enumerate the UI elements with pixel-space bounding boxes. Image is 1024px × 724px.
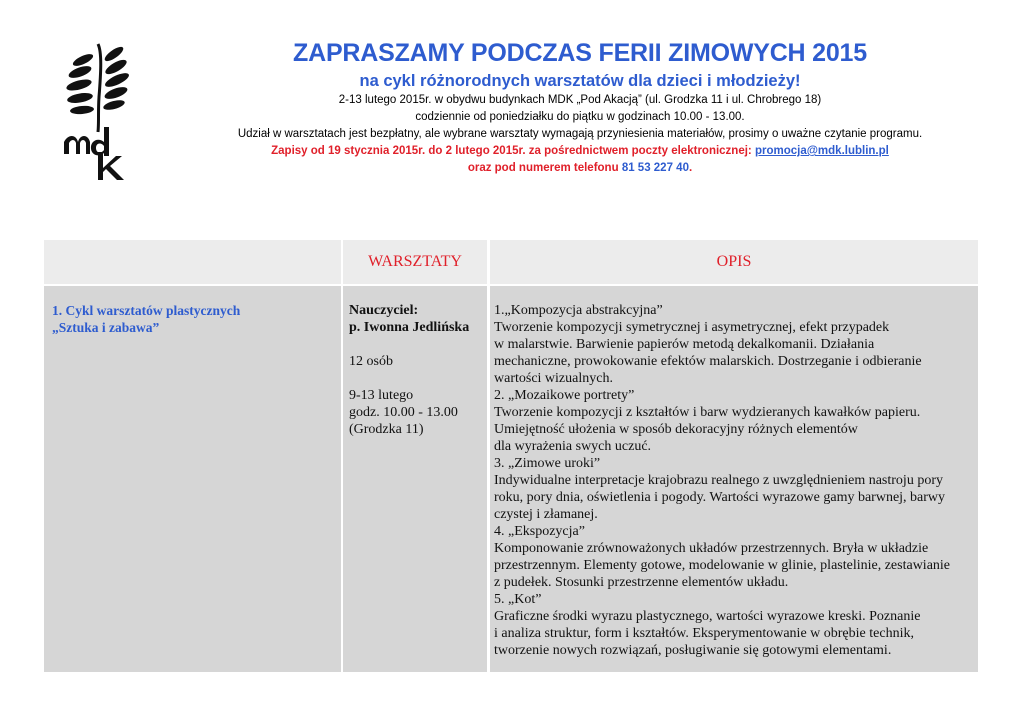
signup-line bbox=[160, 143, 1000, 160]
description-line: Umiejętność ułożenia w sposób dekoracyjny różnych elementów bbox=[494, 422, 858, 437]
description-line: 3. „Zimowe uroki” bbox=[494, 456, 601, 471]
workshop-name bbox=[44, 286, 341, 336]
phone-text: oraz pod numerem telefonu bbox=[467, 162, 622, 174]
description-line: Komponowanie zrównoważonych układów przestrzennych. Bryła w układzie bbox=[494, 541, 929, 556]
table-header-empty bbox=[44, 240, 341, 284]
description-line: Indywidualne interpretacje krajobrazu realnego z uwzględnieniem nastroju pory bbox=[494, 473, 943, 488]
workshop-table bbox=[44, 240, 978, 672]
dates-line: 2-13 lutego 2015r. w obydwu budynkach MDK „Pod Akacją” (ul. Grodzka 11 i ul. Chrobrego 18) bbox=[338, 94, 822, 106]
description-line: Graficzne środki wyrazu plastycznego, wartości wyrazowe kreski. Poznanie bbox=[494, 609, 921, 624]
description-line: 4. „Ekspozycja” bbox=[494, 524, 585, 539]
description-line: tworzenie nowych rozwiązań, posługiwanie się gotowymi elementami. bbox=[494, 643, 892, 658]
workshop-location: (Grodzka 11) bbox=[349, 422, 424, 437]
page-subtitle: na cykl różnorodnych warsztatów dla dzieci i młodzieży! bbox=[359, 72, 801, 90]
description-line: 1.„Kompozycja abstrakcyjna” bbox=[494, 303, 663, 318]
description-line: w malarstwie. Barwienie papierów metodą dekalkomanii. Działania bbox=[494, 337, 875, 352]
mdk-logo bbox=[58, 42, 140, 182]
phone-number: 81 53 227 40 bbox=[621, 162, 689, 174]
description-line: Tworzenie kompozycji z kształtów i barw wydzieranych kawałków papieru. bbox=[494, 405, 921, 420]
description-line: czystej i złamanej. bbox=[494, 507, 598, 522]
description-line: mechaniczne, prowokowanie efektów malarskich. Dostrzeganie i odbieranie bbox=[494, 354, 922, 369]
teacher-cell bbox=[343, 286, 487, 672]
signup-text: Zapisy od 19 stycznia 2015r. do 2 lutego 2015r. za pośrednictwem poczty elektronicznej: bbox=[271, 145, 755, 157]
hours-line: codziennie od poniedziałku do piątku w godzinach 10.00 - 13.00. bbox=[415, 111, 745, 123]
column-header-workshops: WARSZTATY bbox=[343, 240, 487, 284]
description-line: z pudełek. Stosunki przestrzenne elementów układu. bbox=[494, 575, 789, 590]
teacher-info bbox=[343, 286, 487, 438]
description-cell bbox=[490, 286, 978, 672]
teacher-name: p. Iwonna Jedlińska bbox=[349, 320, 470, 335]
email-link[interactable]: promocja@mdk.lublin.pl bbox=[754, 145, 889, 157]
workshop-hours: godz. 10.00 - 13.00 bbox=[349, 405, 458, 420]
description-text bbox=[490, 286, 978, 659]
phone-end: . bbox=[688, 162, 693, 174]
description-line: 2. „Mozaikowe portrety” bbox=[494, 388, 635, 403]
workshop-name-line2: „Sztuka i zabawa” bbox=[52, 320, 160, 335]
description-line: 5. „Kot” bbox=[494, 592, 542, 607]
phone-line bbox=[160, 160, 1000, 177]
teacher-label: Nauczyciel: bbox=[349, 303, 419, 318]
page-title: ZAPRASZAMY PODCZAS FERII ZIMOWYCH 2015 bbox=[293, 39, 867, 67]
header bbox=[160, 38, 1000, 177]
workshop-dates: 9-13 lutego bbox=[349, 388, 414, 403]
column-header-description: OPIS bbox=[490, 240, 978, 284]
description-line: dla wyrażenia swych uczuć. bbox=[494, 439, 652, 454]
description-line: roku, pory dnia, oświetlenia i pogody. Wartości wyrazowe gamy barwnej, barwy bbox=[494, 490, 946, 505]
description-line: Tworzenie kompozycji symetrycznej i asymetrycznej, efekt przypadek bbox=[494, 320, 890, 335]
description-line: przestrzennym. Elementy gotowe, modelowanie w glinie, plastelinie, zestawianie bbox=[494, 558, 951, 573]
workshop-name-line1: 1. Cykl warsztatów plastycznych bbox=[52, 303, 241, 318]
workshop-name-cell bbox=[44, 286, 341, 672]
description-line: wartości wizualnych. bbox=[494, 371, 613, 386]
group-size: 12 osób bbox=[349, 354, 393, 369]
info-line: Udział w warsztatach jest bezpłatny, ale wybrane warsztaty wymagają przyniesienia materiałów, prosimy o uważne czytanie programu. bbox=[237, 128, 923, 140]
description-line: i analiza struktur, form i kształtów. Eksperymentowanie w obrębie technik, bbox=[494, 626, 914, 641]
mdk-logo-graphic bbox=[58, 42, 140, 182]
